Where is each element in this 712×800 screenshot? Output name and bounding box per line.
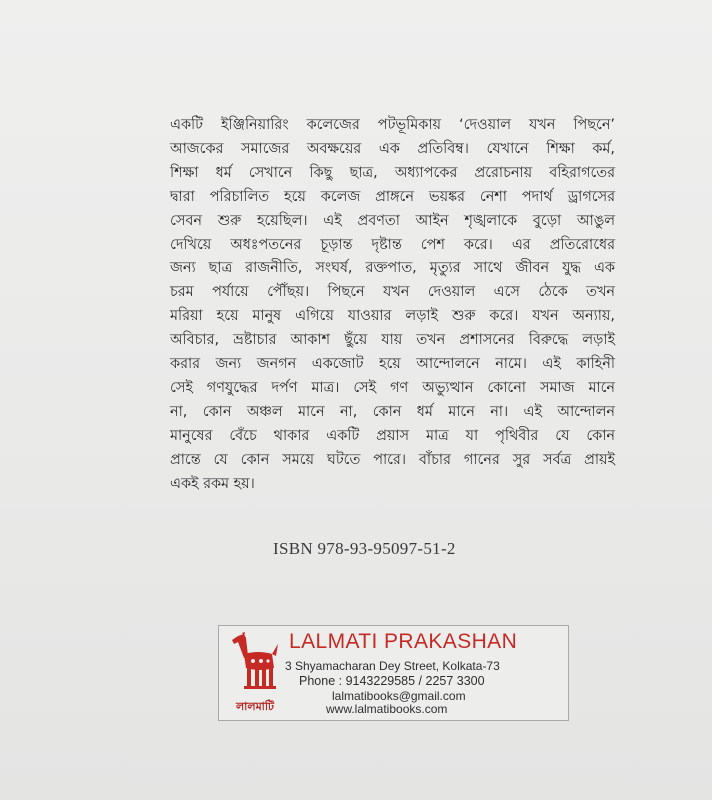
blurb-line: দ্বারা পরিচালিত হয়ে কলেজ প্রাঙ্গনে ভয়ঙ্কর নেশা পদার্থ ড্রাগসের [170,188,615,205]
blurb-line: সেবন শুরু হয়েছিল। এই প্রবণতা আইন শৃঙ্খলাকে বুড়ো আঙুল [170,212,615,229]
blurb-line: একই রকম হয়। [170,475,255,492]
blurb-paragraph [170,114,615,497]
blurb-line: দেখিয়ে অধঃপতনের চূড়ান্ত দৃষ্টান্ত পেশ করে। এর প্রতিরোধের [170,236,615,253]
blurb-line: প্রান্তে যে কোন সময়ে ঘটতে পারে। বাঁচার গানের সুর সর্বত্র প্রায়ই [170,451,615,468]
blurb-line: শিক্ষা ধর্ম সেখানে কিছু ছাত্র, অধ্যাপকের প্ররোচনায় বহিরাগতের [170,164,615,181]
publisher-website: www.lalmatibooks.com [326,702,448,716]
blurb-line: সেই গণযুদ্ধের দর্পণ মাত্র। সেই গণ অভ্যুত্থান কোনো সমাজ মানে [170,379,615,396]
publisher-name: LALMATI PRAKASHAN [289,630,518,653]
blurb-line: জন্য ছাত্র রাজনীতি, সংঘর্ষ, রক্তপাত, মৃত্যুর সাথে জীবন যুদ্ধ এক [170,260,615,277]
blurb-line: না, কোন অঞ্চল মানে না, কোন ধর্ম মানে না। এই আন্দোলন [170,403,615,420]
blurb-line: মানুষের বেঁচে থাকার একটি প্রয়াস মাত্র যা পৃথিবীর যে কোন [170,427,615,444]
publisher-email: lalmatibooks@gmail.com [332,689,466,703]
blurb-line: অবিচার, ভ্রষ্টাচার আকাশ ছুঁয়ে যায় তখন প্রশাসনের বিরুদ্ধে লড়াই [170,332,615,349]
blurb-line: একটি ইঞ্জিনিয়ারিং কলেজের পটভূমিকায় ‘দেওয়াল যখন পিছনে’ [170,117,615,133]
publisher-phone: Phone : 9143229585 / 2257 3300 [299,674,485,688]
publisher-logo [224,632,286,716]
isbn-number: ISBN 978-93-95097-51-2 [273,539,456,558]
blurb-line: মরিয়া হয়ে মানুষ এগিয়ে যাওয়ার লড়াই শুরু করে। যখন অন্যায়, [170,308,615,325]
blurb-line: করার জন্য জনগন একজোট হয়ে আন্দোলনে নামে। এই কাহিনী [170,356,615,373]
publisher-imprint [218,625,569,721]
blurb-line: আজকের সমাজের অবক্ষয়ের এক প্রতিবিম্ব। যেখানে শিক্ষা কর্ম, [170,140,615,157]
blurb-line: চরম পর্যায়ে পৌঁছয়। পিছনে যখন দেওয়াল এসে ঠেকে তখন [170,284,615,301]
publisher-address: 3 Shyamacharan Dey Street, Kolkata-73 [285,659,500,673]
terracotta-horse-icon [228,632,280,696]
logo-wordmark: লালমাটি [235,700,275,713]
